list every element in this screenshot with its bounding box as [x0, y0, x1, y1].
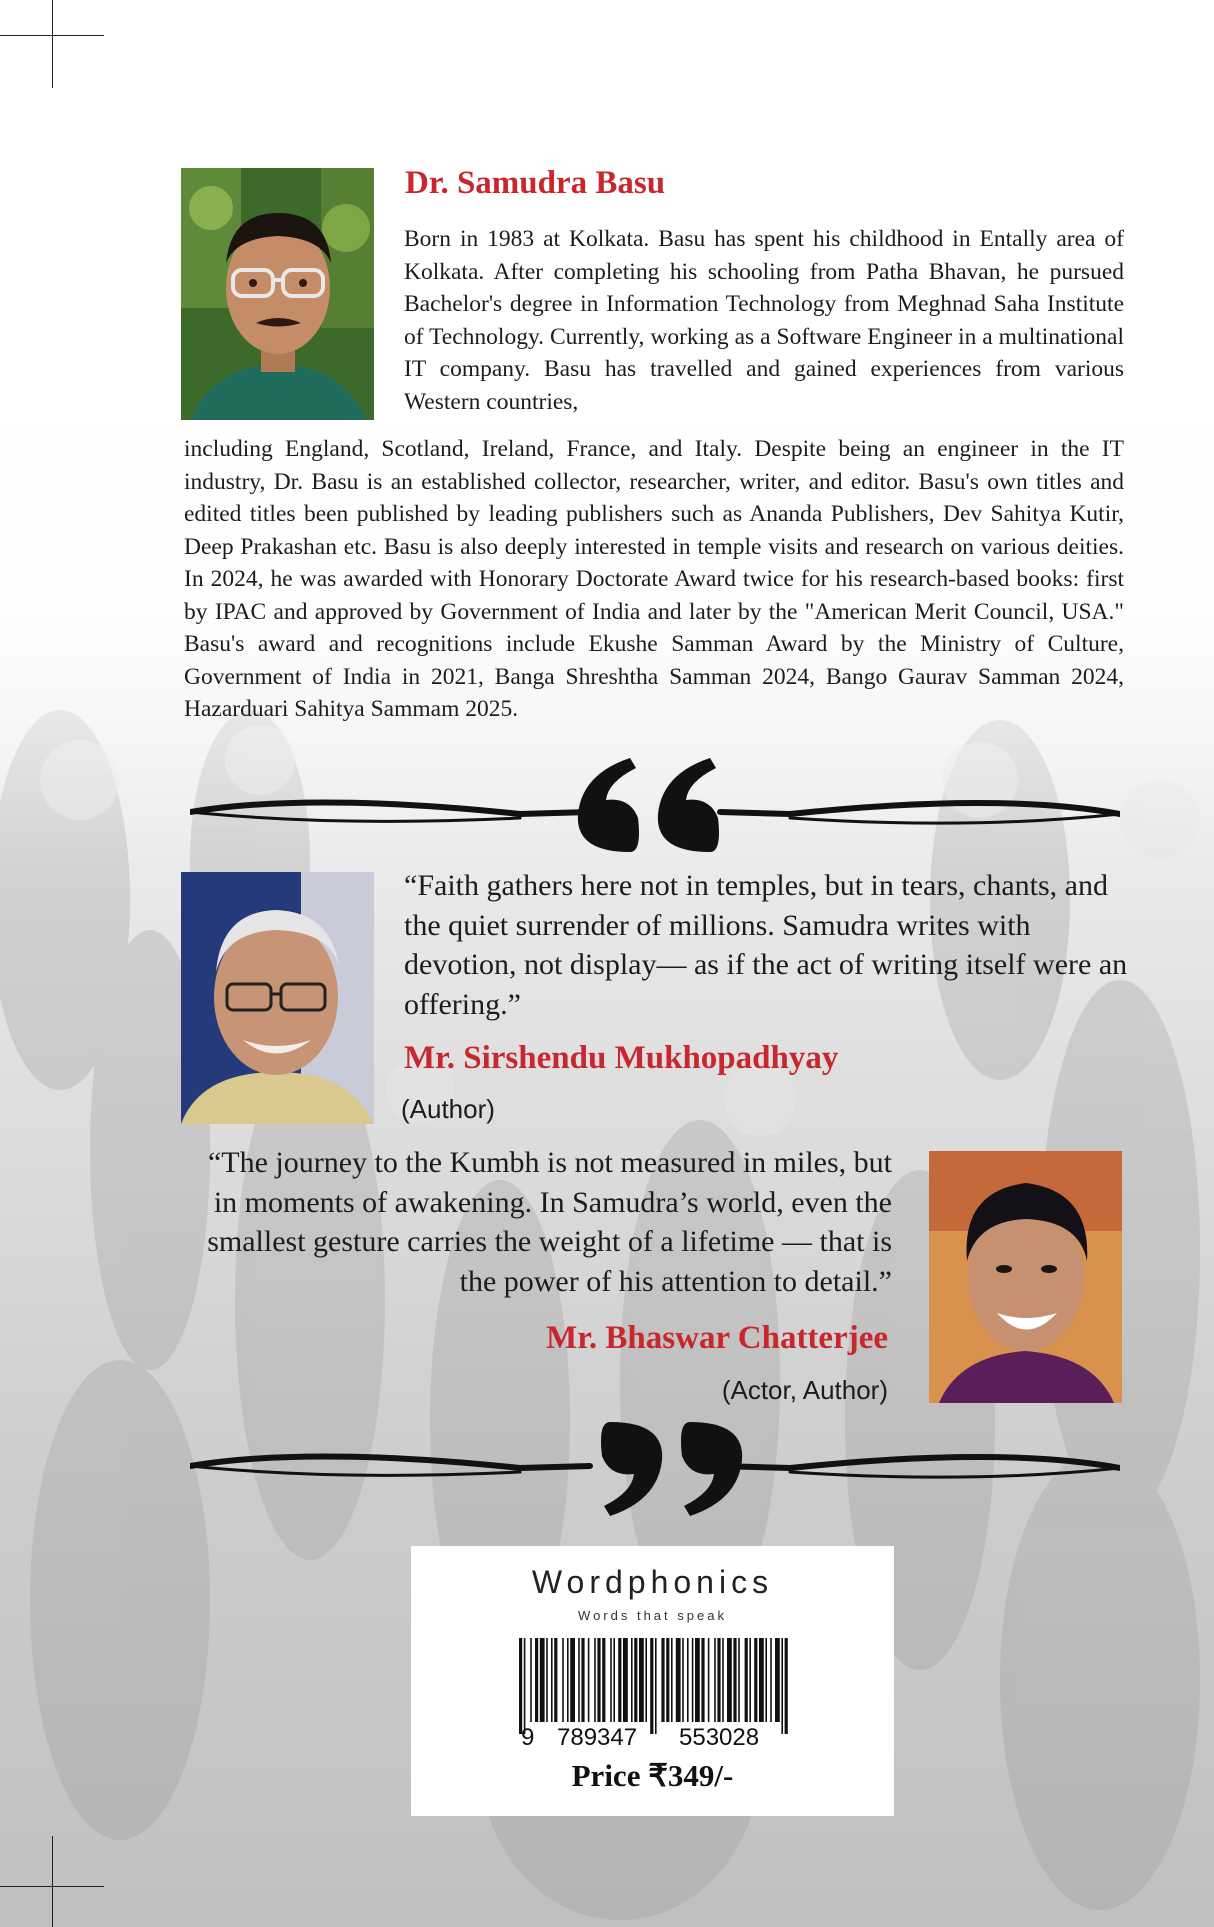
barcode-bar	[578, 1638, 580, 1722]
barcode-bar	[775, 1638, 780, 1722]
author-bio-continued: including England, Scotland, Ireland, France, and Italy. Despite being an engineer in the IT industry, Dr. Basu is an established collector, researcher, writer, and editor. Basu's own titles and edited titles been published by leading publishers such as Ananda Publishers, Dev Sahitya Kutir, Deep Prakashan etc. Basu is also deeply interested in temple visits and research on various deities. In 2024, he was awarded with Honorary Doctorate Award twice for his research-based books: first by IPAC and approved by Government of India and later by the "American Merit Council, USA." Basu's award and recognitions include Ekushe Samman Award by the Ministry of Culture, Government of India in 2021, Banga Shreshtha Samman 2024, Bango Gaurav Samman 2024, Hazarduari Sahitya Sammam 2025.	[184, 436, 1124, 722]
barcode-bar	[597, 1638, 600, 1722]
barcode-bar	[581, 1638, 584, 1722]
barcode-bar	[722, 1638, 724, 1722]
author-portrait-icon	[181, 168, 374, 420]
barcode-bar	[655, 1638, 657, 1734]
barcode-bar	[535, 1638, 538, 1722]
barcode-bar	[524, 1638, 526, 1734]
barcode-bar	[594, 1638, 596, 1722]
testimonial-author-name: Mr. Sirshendu Mukhopadhyay	[404, 1040, 839, 1076]
barcode-bar	[733, 1638, 736, 1722]
testimonial-author-role: (Author)	[401, 1094, 495, 1124]
barcode-bar	[567, 1638, 569, 1722]
barcode-bar	[631, 1638, 633, 1722]
barcode-bar	[588, 1638, 590, 1722]
testimonial-author-name: Mr. Bhaswar Chatterjee	[546, 1320, 888, 1356]
barcode-bar	[519, 1638, 522, 1734]
barcode-bar	[623, 1638, 628, 1722]
barcode-bar	[695, 1638, 700, 1722]
barcode-bar	[634, 1638, 637, 1722]
barcode-bar	[546, 1638, 548, 1722]
barcode-bar	[602, 1638, 605, 1722]
barcode-bar	[554, 1638, 557, 1722]
closing-quote-divider-icon	[190, 1418, 1120, 1528]
barcode-bar	[613, 1638, 615, 1722]
barcode-bar	[639, 1638, 644, 1722]
barcode-bar	[562, 1638, 564, 1722]
barcode-bar	[781, 1638, 783, 1734]
publisher-logo-text: Wordphonics	[531, 1564, 774, 1600]
barcode-bar	[749, 1638, 751, 1722]
crop-mark	[52, 0, 53, 88]
opening-quote-divider-icon	[190, 752, 1120, 862]
barcode-bar	[551, 1638, 553, 1722]
isbn-first-digit: 9	[521, 1724, 535, 1751]
smiling-man-portrait-icon	[929, 1151, 1122, 1403]
barcode-bar	[530, 1638, 532, 1722]
barcode-bar	[650, 1638, 653, 1734]
barcode-bar	[701, 1638, 704, 1722]
barcode-bar	[745, 1638, 748, 1722]
barcode-bar	[714, 1638, 716, 1722]
barcode-bar	[671, 1638, 673, 1722]
author-name: Dr. Samudra Basu	[405, 165, 666, 201]
barcode-bar	[770, 1638, 772, 1722]
barcode-bar	[727, 1638, 732, 1722]
price-label: Price ₹349/-	[571, 1758, 734, 1793]
barcode-bar	[666, 1638, 669, 1722]
testimonial-quote: “The journey to the Kumbh is not measured in miles, but in moments of awakening. In Samudra’s world, even the smallest gesture carries the weight of a lifetime — that is the power of his attention to detail.”	[207, 1146, 892, 1298]
barcode-bar	[610, 1638, 612, 1722]
publisher-tagline: Words that speak	[578, 1608, 727, 1623]
barcode-bar	[682, 1638, 684, 1722]
barcode-bar	[687, 1638, 689, 1722]
barcode-bar	[676, 1638, 681, 1722]
barcode-bar	[692, 1638, 694, 1722]
barcode-bar	[738, 1638, 740, 1722]
barcode-bar	[785, 1638, 788, 1734]
isbn-group-2: 553028	[679, 1724, 760, 1751]
barcode-bar	[754, 1638, 757, 1722]
testimonial-author-role: (Actor, Author)	[721, 1375, 888, 1405]
crop-mark	[52, 1836, 53, 1927]
barcode-bar	[570, 1638, 575, 1722]
barcode-bar	[708, 1638, 710, 1722]
isbn-barcode-icon	[511, 1638, 793, 1734]
isbn-group-1: 789347	[557, 1724, 638, 1751]
barcode-bar	[765, 1638, 767, 1722]
testimonial-quote: “Faith gathers here not in temples, but in tears, chants, and the quiet surrender of millions. Samudra writes with devotion, not display— as if the act of writing itself were an offering.”	[404, 869, 1128, 1021]
barcode-bar	[540, 1638, 545, 1722]
elderly-man-portrait-icon	[181, 872, 374, 1124]
author-bio-intro: Born in 1983 at Kolkata. Basu has spent his childhood in Entally area of Kolkata. After completing his schooling from Patha Bhavan, he pursued Bachelor's degree in Information Technology from Meghnad Saha Institute of Technology. Currently, working as a Software Engineer in a multinational IT company. Basu has travelled and gained experiences from various Western countries,	[404, 226, 1124, 415]
barcode-bar	[717, 1638, 720, 1722]
barcode-bar	[618, 1638, 621, 1722]
barcode-panel	[411, 1546, 894, 1816]
barcode-bar	[661, 1638, 664, 1722]
barcode-bar	[645, 1638, 647, 1722]
barcode-bar	[759, 1638, 764, 1722]
